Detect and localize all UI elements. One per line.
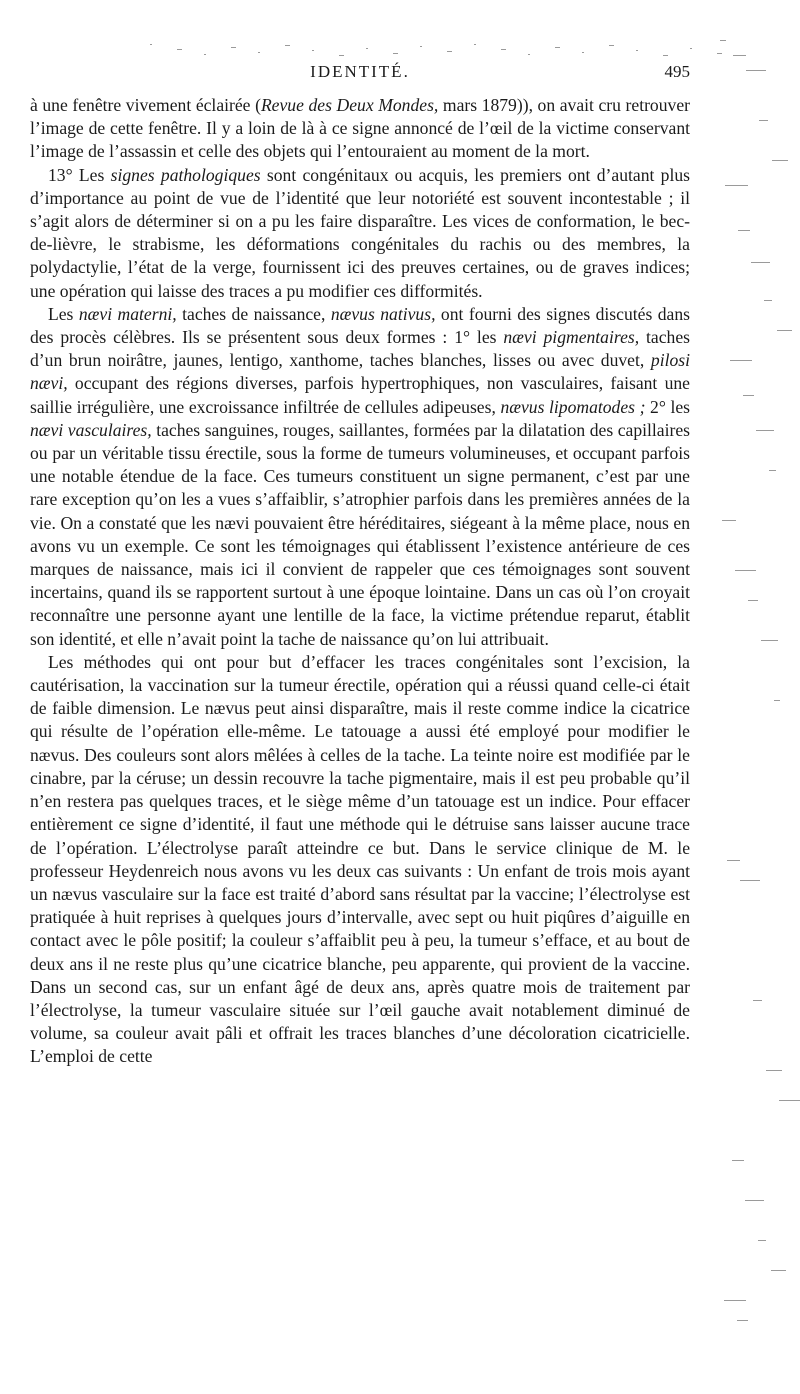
speck	[745, 1200, 764, 1201]
speck	[756, 430, 774, 431]
text-run: Les	[48, 303, 79, 324]
italic-run: nævus nativus,	[330, 303, 436, 324]
speck	[501, 49, 506, 50]
speck	[733, 55, 746, 56]
speck	[420, 46, 422, 47]
speck	[737, 1320, 748, 1321]
speck	[722, 520, 736, 521]
speck	[774, 700, 780, 701]
speck	[771, 1270, 786, 1271]
right-margin-specks	[700, 0, 800, 1394]
speck	[609, 45, 614, 46]
speck	[474, 44, 476, 45]
text-run: taches de naissance,	[176, 303, 331, 324]
italic-run: signes pathologiques	[110, 164, 261, 185]
speck	[743, 395, 754, 396]
italic-run: Revue des Deux Mondes,	[260, 95, 439, 115]
text-run: Les méthodes qui ont pour but d’effacer les traces congénitales sont l’excision, la cautérisation, la vaccination sur la tumeur érectile, opération qui a réussi quand celle-ci était de faible dimension. Le nævus peut ainsi disparaître, mais il reste comme indice la cicatrice qui résulte de l’opération elle-même. Le tatouage a aussi été employé pour modifier le nævus. Des couleurs sont alors mêlées à celles de la tache. La teinte noire est modifiée par le cinabre, par la céruse; un dessin recouvre la tache pigmentaire, mais il est peu probable qu’il n’en restera pas quelques traces, et le siège même d’un tatouage est un indice. Pour effacer entièrement ce signe d’identité, il faut une méthode qui le détruise sans laisser aucune trace de l’opération. L’électrolyse paraît atteindre ce but. Dans le service clinique de M. le professeur Heydenreich nous avons vu les deux cas suivants : Un enfant de trois mois ayant un nævus vasculaire sur la face est traité d’abord sans résultat par la vaccine; l’électrolyse est pratiquée à huit reprises à quelques jours d’intervalle, avec sept ou huit piqûres d’aiguille en contact avec le pôle positif; la couleur s’affaiblit peu à peu, la tumeur s’efface, et au bout de deux ans il ne reste plus qu’une cicatrice blanche, peu apparente, qui provient de la vaccine. Dans un second cas, sur un enfant âgé de deux ans, après quatre mois de traitement par l’électrolyse, la tumeur vasculaire située sur l’œil gauche avait notablement diminué de volume, sa couleur avait pâli et offrait les traces blanches d’une décoloration cicatricielle. L’emploi de cette	[30, 651, 690, 1067]
speck	[555, 47, 560, 48]
page-number: 495	[664, 62, 690, 81]
speck	[150, 44, 152, 45]
speck	[393, 53, 398, 54]
speck	[769, 470, 776, 471]
speck	[727, 860, 740, 861]
speck	[730, 360, 752, 361]
speck	[746, 70, 766, 71]
italic-run: nævi pigmentaires,	[503, 327, 640, 348]
speck	[772, 160, 788, 161]
speck	[447, 51, 452, 52]
speck	[663, 55, 668, 56]
paragraph	[30, 164, 690, 303]
speck	[177, 49, 182, 50]
speck	[740, 880, 760, 881]
italic-run: nævus lipomatodes ;	[500, 396, 646, 417]
book-page	[30, 58, 690, 1069]
speck	[258, 52, 260, 53]
speck	[636, 50, 638, 51]
text-run: taches sanguines, rouges, saillantes, formées par la dilatation des capillaires ou par un véritable tissu érectile, sous la forme de tumeurs volumineuses, et occupant parfois une notable étendue de la face. Ces tumeurs constituent un signe permanent, c’est par une rare exception qu’on les a vues s’affaiblir, s’atrophier parfois dans les premières années de la vie. On a constaté que les nævi pouvaient être héréditaires, siégeant à la même place, nous en avons vu un exemple. Ce sont les témoignages qui établissent l’existence antérieure de ces marques de naissance, mais ici il convient de rappeler que ces témoignages sont souvent incertains, quand ils se rapportent surtout à une époque lointaine. Dans un cas où l’on croyait reconnaître une personne ayant une lentille de la face, la victime prétendue reparut, établit son identité, et elle n’avait point la tache de naissance qu’on lui attribuait.	[30, 419, 690, 649]
speck	[766, 1070, 782, 1071]
speck	[690, 48, 692, 49]
speck	[738, 230, 750, 231]
running-title: IDENTITÉ.	[310, 62, 410, 81]
speck	[758, 1240, 766, 1241]
page-header	[30, 58, 690, 94]
text-run: ont fourni des signes discutés dans des procès célèbres. Ils se présentent sous deux formes : 1° les	[30, 303, 690, 348]
paragraph	[30, 651, 690, 1069]
text-run: 13° Les	[48, 164, 111, 185]
speck	[751, 262, 770, 263]
speck	[204, 54, 206, 55]
top-edge-specks	[150, 40, 770, 60]
speck	[748, 600, 758, 601]
speck	[764, 300, 772, 301]
speck	[724, 1300, 746, 1301]
italic-run: nævi materni,	[78, 303, 177, 324]
text-run: 2° les	[645, 396, 690, 417]
speck	[285, 45, 290, 46]
text-run: sont congénitaux ou acquis, les premiers ont d’autant plus d’importance au point de vue de l’identité que leur notoriété est souvent incontestable ; il s’agit alors de déterminer si on a pu les faire disparaître. Les vices de conformation, le bec-de-lièvre, le strabisme, les déformations congénitales du rachis ou des membres, la polydactylie, l’état de la verge, fournissent ici des preuves certaines, ou de graves indices; une opération qui laisse des traces a pu modifier ces difformités.	[30, 164, 690, 301]
speck	[761, 640, 778, 641]
text-run: mars 1879)), on avait cru retrouver l’image de cette fenêtre. Il y a loin de là à ce signe annoncé de l’œil de la victime conservant l’image de l’assassin et celle des objets qui l’entouraient au moment de la mort.	[30, 95, 690, 162]
speck	[231, 47, 236, 48]
speck	[732, 1160, 744, 1161]
speck	[366, 48, 368, 49]
speck	[312, 50, 314, 51]
speck	[759, 120, 768, 121]
speck	[582, 52, 584, 53]
body-text	[30, 94, 690, 1069]
text-run: occupant des régions diverses, parfois hypertrophiques, non vasculaires, faisant une saillie irrégulière, une excroissance infiltrée de cellules adipeuses,	[30, 373, 690, 417]
speck	[339, 55, 344, 56]
italic-run: pilosi nævi,	[30, 350, 690, 394]
paragraph	[30, 303, 690, 651]
italic-run: nævi vasculaires,	[30, 419, 152, 440]
speck	[720, 40, 726, 41]
speck	[735, 570, 756, 571]
text-run: taches d’un brun noirâtre, jaunes, lentigo, xanthome, taches blanches, lisses ou avec duvet,	[30, 327, 690, 371]
speck	[725, 185, 748, 186]
speck	[753, 1000, 762, 1001]
paragraph	[30, 94, 690, 164]
speck	[779, 1100, 800, 1101]
speck	[777, 330, 792, 331]
text-run: à une fenêtre vivement éclairée (	[30, 95, 261, 115]
speck	[528, 54, 530, 55]
